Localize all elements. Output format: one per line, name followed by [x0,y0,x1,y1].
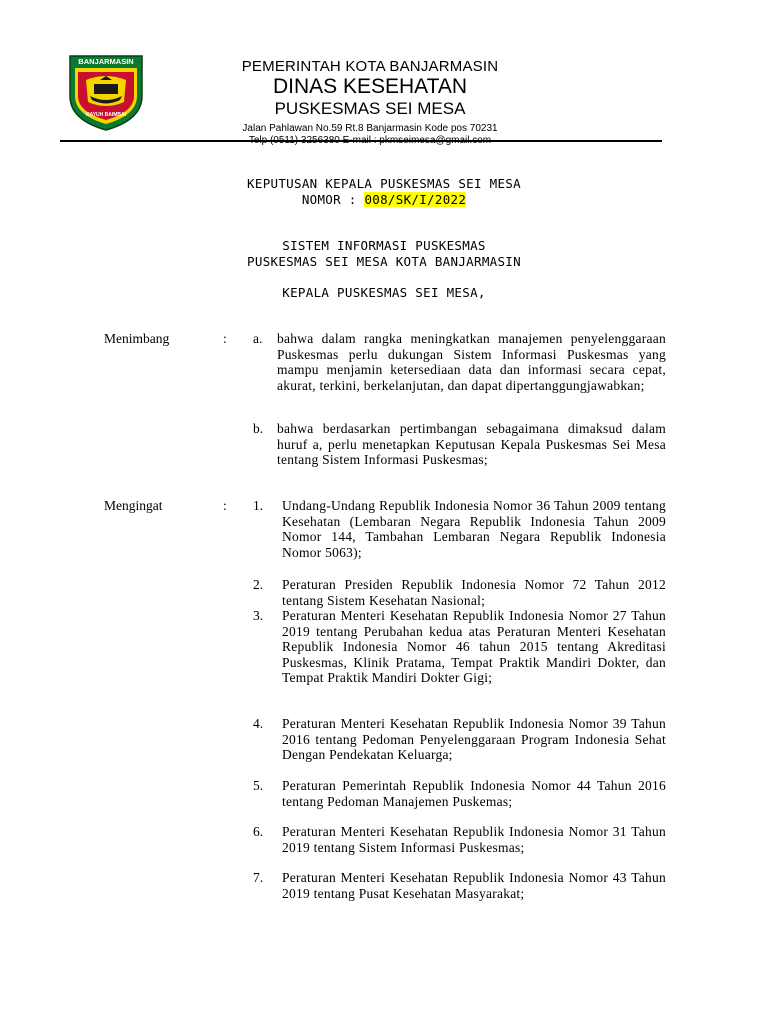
menimbang-marker-b: b. [253,421,264,436]
mengingat-item-7: Peraturan Menteri Kesehatan Republik Indonesia Nomor 43 Tahun 2019 tentang Pusat Kesehatan Masyarakat; [282,870,666,901]
letterhead-government: PEMERINTAH KOTA BANJARMASIN [241,58,499,75]
letterhead-divider [60,140,662,142]
letterhead-address: Jalan Pahlawan No.59 Rt.8 Banjarmasin Kode pos 70231 [242,123,498,134]
mengingat-item-3: Peraturan Menteri Kesehatan Republik Indonesia Nomor 27 Tahun 2019 tentang Perubahan kedua atas Peraturan Menteri Kesehatan Republik Indonesia Nomor 46 tahun 2015 tentang Akreditasi Puskesmas, Klinik Pratama, Tempat Praktik Mandiri Dokter, dan Tempat Praktik Mandiri Dokter Gigi; [282,608,666,686]
menimbang-colon: : [223,331,227,346]
city-emblem-logo [64,50,148,134]
mengingat-marker-7: 7. [253,870,264,885]
mengingat-marker-5: 5. [253,778,264,793]
mengingat-marker-1: 1. [253,498,264,513]
decree-title: KEPUTUSAN KEPALA PUSKESMAS SEI MESA [247,176,521,191]
menimbang-label: Menimbang [104,331,170,346]
decree-official: KEPALA PUSKESMAS SEI MESA, [282,285,486,300]
mengingat-marker-3: 3. [253,608,264,623]
menimbang-item-a: bahwa dalam rangka meningkatkan manajemen penyelenggaraan Puskesmas perlu dukungan Sistem Informasi Puskesmas yang mampu menjamin ketersediaan data dan informasi secara cepat, akurat, terkini, berkelanjutan, dan dapat dipertanggungjawabkan; [277,331,666,393]
logo-text-top: BANJARMASIN [78,57,134,66]
mengingat-item-1: Undang-Undang Republik Indonesia Nomor 36 Tahun 2009 tentang Kesehatan (Lembaran Negara Republik Indonesia Tahun 2009 Nomor 144, Tambahan Lembaran Negara Republik Indonesia Nomor 5063); [282,498,666,560]
decree-number-label: NOMOR : [301,192,365,207]
mengingat-colon: : [223,498,227,513]
logo-text-bottom: KAYUH BAIMBAI [85,112,127,118]
mengingat-marker-4: 4. [253,716,264,731]
decree-subject-2: PUSKESMAS SEI MESA KOTA BANJARMASIN [247,254,521,269]
decree-number-value: 008/SK/I/2022 [364,192,467,207]
decree-number [0,192,768,208]
mengingat-label: Mengingat [104,498,163,513]
mengingat-marker-6: 6. [253,824,264,839]
mengingat-item-6: Peraturan Menteri Kesehatan Republik Indonesia Nomor 31 Tahun 2019 tentang Sistem Informasi Puskesmas; [282,824,666,855]
menimbang-item-b: bahwa berdasarkan pertimbangan sebagaimana dimaksud dalam huruf a, perlu menetapkan Keputusan Kepala Puskesmas Sei Mesa tentang Sistem Informasi Puskesmas; [277,421,666,468]
mengingat-item-5: Peraturan Pemerintah Republik Indonesia Nomor 44 Tahun 2016 tentang Pedoman Manajemen Puskemas; [282,778,666,809]
letterhead-institution: PUSKESMAS SEI MESA [274,99,466,118]
letterhead [150,58,590,147]
menimbang-marker-a: a. [253,331,263,346]
mengingat-item-4: Peraturan Menteri Kesehatan Republik Indonesia Nomor 39 Tahun 2016 tentang Pedoman Penyelenggaraan Program Indonesia Sehat Dengan Pendekatan Keluarga; [282,716,666,763]
mengingat-marker-2: 2. [253,577,264,592]
mengingat-item-2: Peraturan Presiden Republik Indonesia Nomor 72 Tahun 2012 tentang Sistem Kesehatan Nasional; [282,577,666,608]
decree-subject-1: SISTEM INFORMASI PUSKESMAS [282,238,486,253]
letterhead-department: DINAS KESEHATAN [272,75,468,98]
